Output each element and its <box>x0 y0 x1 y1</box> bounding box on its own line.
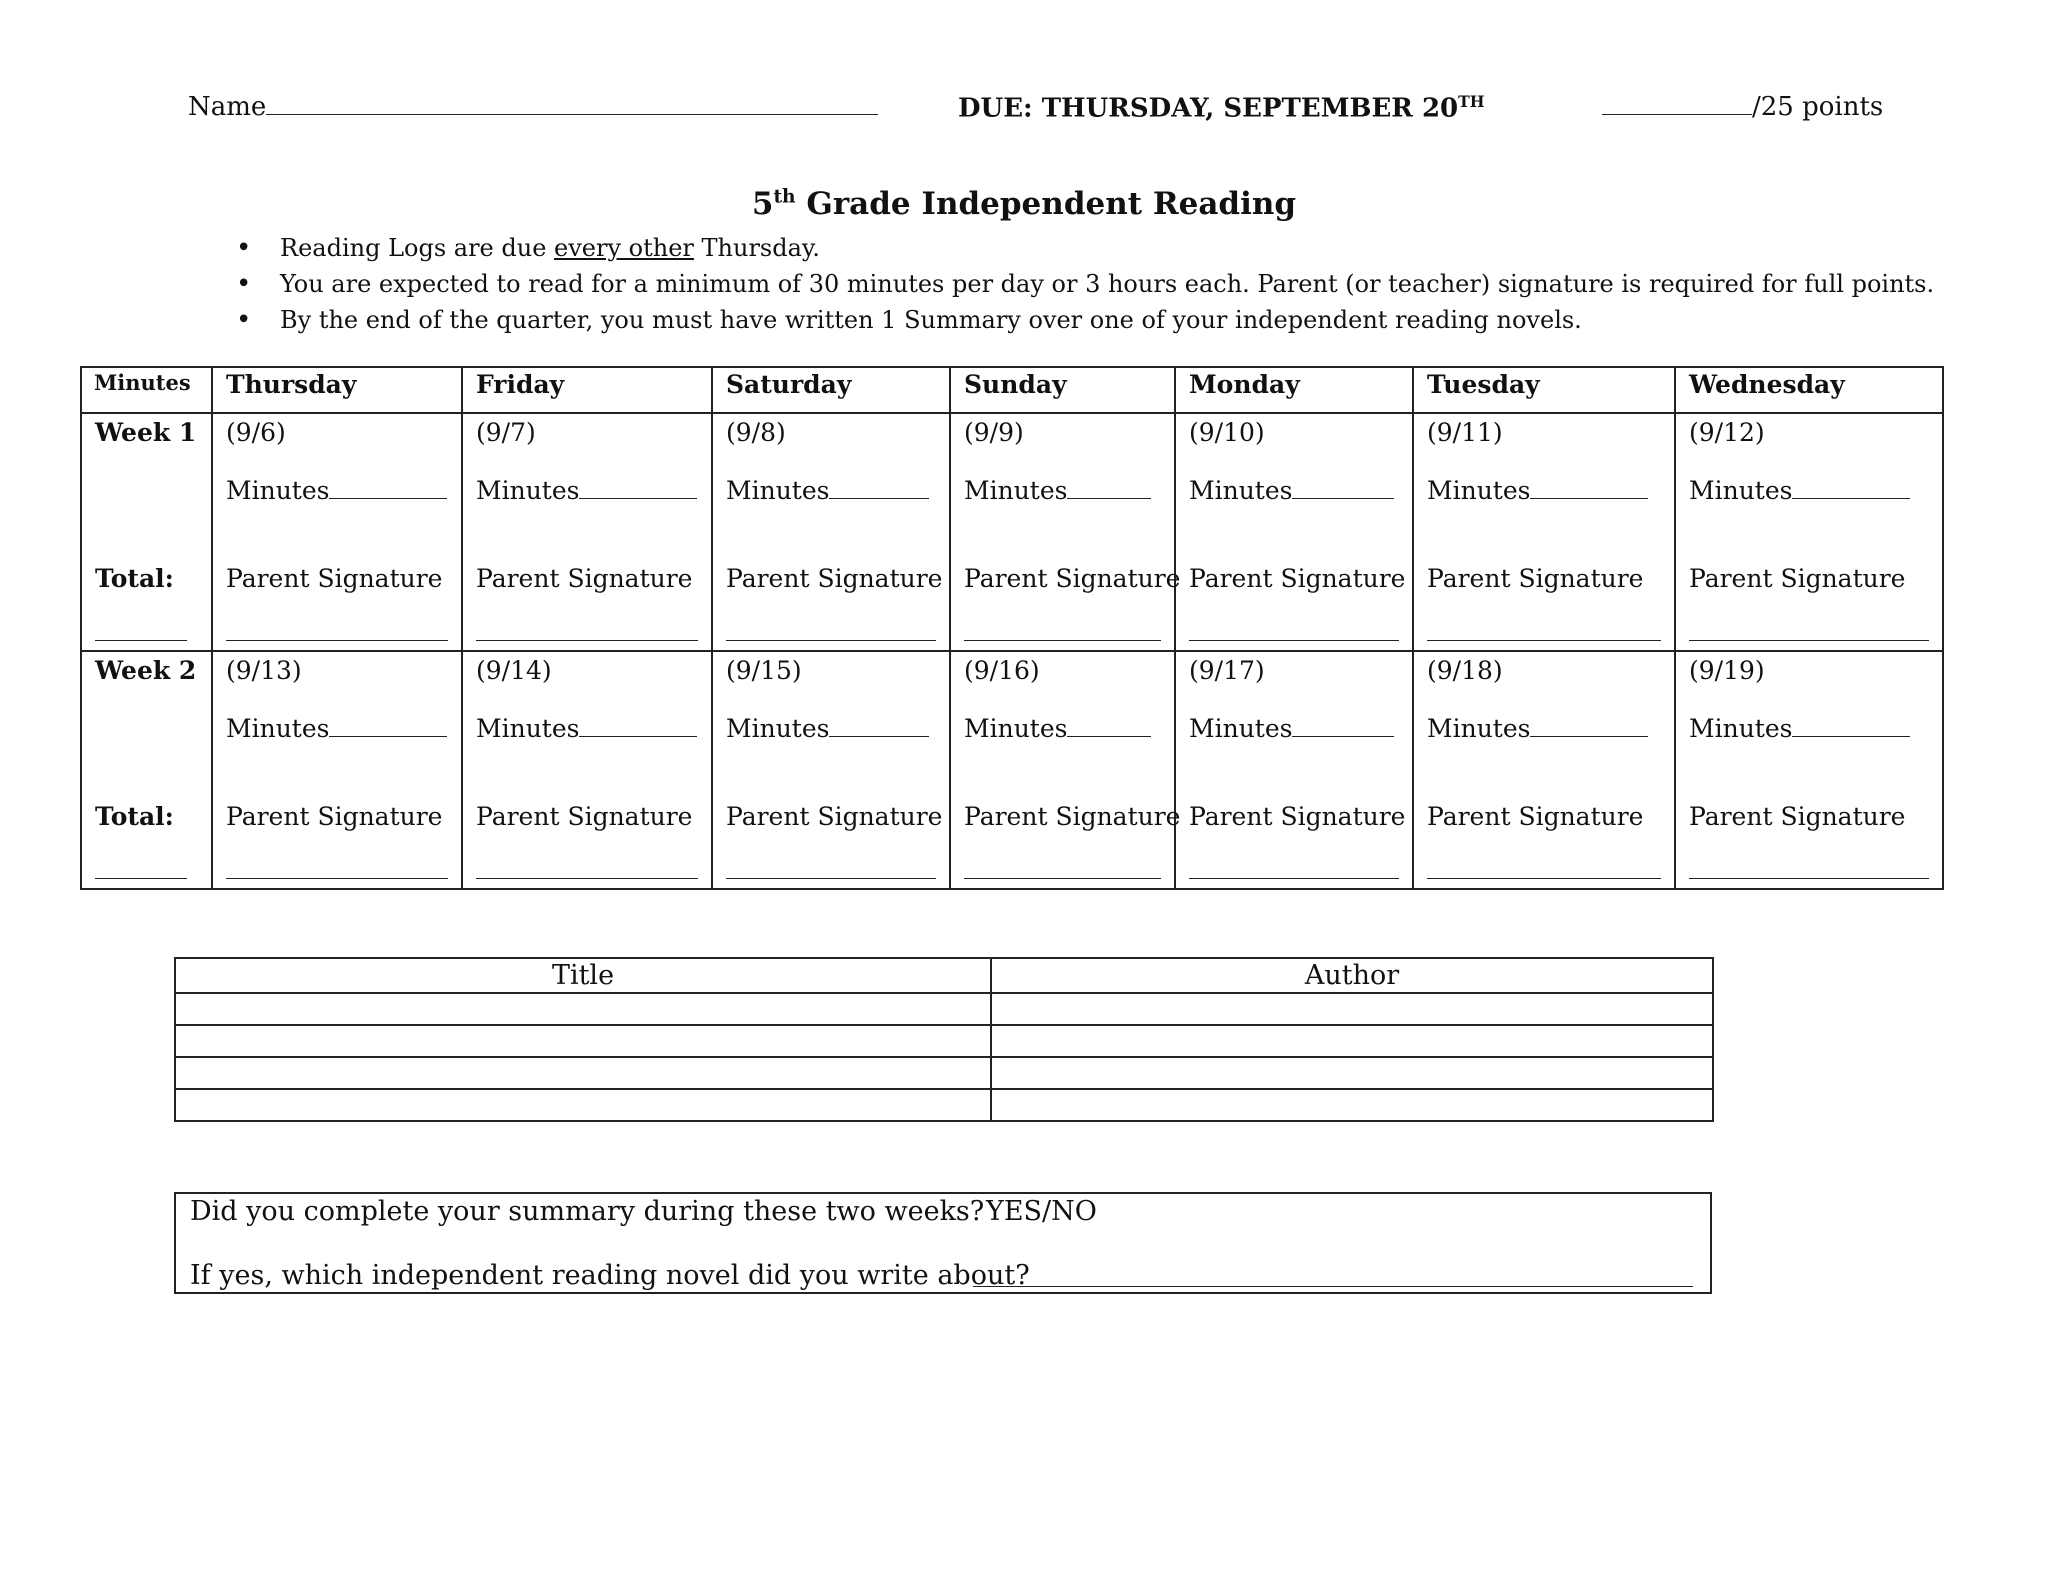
day-date: (9/18) <box>1427 656 1503 685</box>
day-date: (9/8) <box>726 418 786 447</box>
summary-yes-no[interactable]: YES/NO <box>986 1196 1097 1227</box>
signature-label: Parent Signature <box>964 564 1181 593</box>
due-label: DUE: THURSDAY, SEPTEMBER 20 <box>958 93 1459 124</box>
day-header: Sunday <box>950 367 1175 413</box>
summary-question: Did you complete your summary during these two weeks? <box>190 1196 985 1227</box>
grade-suffix: th <box>773 186 796 208</box>
signature-blank[interactable] <box>726 640 936 641</box>
week-label: Week 1 <box>95 418 197 447</box>
minutes-blank[interactable] <box>329 718 447 737</box>
books-table <box>174 957 1714 1122</box>
day-cell <box>1413 651 1675 889</box>
day-date: (9/9) <box>964 418 1024 447</box>
day-header: Tuesday <box>1413 367 1675 413</box>
minutes-label: Minutes <box>726 476 830 505</box>
minutes-blank[interactable] <box>829 480 929 499</box>
day-date: (9/7) <box>476 418 536 447</box>
signature-blank[interactable] <box>226 640 448 641</box>
minutes-field <box>226 714 447 743</box>
day-header: Thursday <box>212 367 462 413</box>
minutes-field <box>226 476 447 505</box>
reading-log-table <box>80 366 1944 890</box>
minutes-label: Minutes <box>1427 476 1531 505</box>
book-author-cell[interactable] <box>991 1089 1713 1121</box>
name-field <box>188 92 878 122</box>
title-text: Grade Independent Reading <box>795 186 1297 222</box>
total-label: Total: <box>95 564 174 593</box>
minutes-field <box>964 476 1151 505</box>
signature-blank[interactable] <box>1689 640 1929 641</box>
minutes-field <box>1427 714 1648 743</box>
signature-label: Parent Signature <box>226 564 443 593</box>
day-date: (9/14) <box>476 656 552 685</box>
minutes-label: Minutes <box>1689 476 1793 505</box>
book-row <box>175 993 1713 1025</box>
signature-label: Parent Signature <box>226 802 443 831</box>
signature-label: Parent Signature <box>1189 564 1406 593</box>
minutes-label: Minutes <box>226 476 330 505</box>
day-date: (9/12) <box>1689 418 1765 447</box>
signature-blank[interactable] <box>476 878 698 879</box>
book-author-cell[interactable] <box>991 993 1713 1025</box>
day-date: (9/19) <box>1689 656 1765 685</box>
week-row <box>81 651 1943 889</box>
title-header: Title <box>175 958 991 993</box>
minutes-label: Minutes <box>226 714 330 743</box>
grade-number: 5 <box>751 186 774 222</box>
day-cell <box>1175 651 1413 889</box>
day-date: (9/10) <box>1189 418 1265 447</box>
novel-question: If yes, which independent reading novel did you write about? <box>190 1260 1030 1291</box>
day-cell <box>212 651 462 889</box>
minutes-label: Minutes <box>964 476 1068 505</box>
minutes-field <box>964 714 1151 743</box>
signature-label: Parent Signature <box>1689 564 1906 593</box>
minutes-blank[interactable] <box>1067 718 1151 737</box>
minutes-blank[interactable] <box>1792 718 1910 737</box>
signature-blank[interactable] <box>1189 640 1399 641</box>
minutes-blank[interactable] <box>1067 480 1151 499</box>
book-row <box>175 1057 1713 1089</box>
minutes-field <box>1427 476 1648 505</box>
signature-blank[interactable] <box>1689 878 1929 879</box>
instructions-list <box>236 230 1934 338</box>
minutes-field <box>1189 476 1394 505</box>
signature-label: Parent Signature <box>1189 802 1406 831</box>
instruction-item <box>236 230 1934 266</box>
week-row <box>81 413 1943 651</box>
book-row <box>175 1089 1713 1121</box>
book-title-cell[interactable] <box>175 1057 991 1089</box>
minutes-label: Minutes <box>1427 714 1531 743</box>
day-cell <box>1675 413 1943 651</box>
minutes-blank[interactable] <box>829 718 929 737</box>
due-suffix: TH <box>1458 92 1485 111</box>
book-title-cell[interactable] <box>175 1025 991 1057</box>
minutes-label: Minutes <box>964 714 1068 743</box>
signature-label: Parent Signature <box>476 564 693 593</box>
instruction-item <box>236 266 1934 302</box>
signature-label: Parent Signature <box>1689 802 1906 831</box>
signature-label: Parent Signature <box>476 802 693 831</box>
book-title-cell[interactable] <box>175 993 991 1025</box>
day-date: (9/13) <box>226 656 302 685</box>
signature-blank[interactable] <box>1427 640 1661 641</box>
instruction-emphasis: every other <box>554 234 694 262</box>
total-blank[interactable] <box>95 640 187 641</box>
minutes-header: Minutes <box>81 367 212 413</box>
signature-blank[interactable] <box>964 640 1161 641</box>
day-cell <box>1413 413 1675 651</box>
book-author-cell[interactable] <box>991 1025 1713 1057</box>
summary-box <box>174 1192 1712 1294</box>
day-header: Wednesday <box>1675 367 1943 413</box>
minutes-label: Minutes <box>476 476 580 505</box>
signature-blank[interactable] <box>1427 878 1661 879</box>
minutes-field <box>1689 476 1910 505</box>
signature-label: Parent Signature <box>726 802 943 831</box>
day-header: Saturday <box>712 367 950 413</box>
minutes-field <box>726 476 929 505</box>
week-label: Week 2 <box>95 656 197 685</box>
day-header: Friday <box>462 367 712 413</box>
signature-blank[interactable] <box>1189 878 1399 879</box>
page-title <box>0 186 2048 222</box>
signature-label: Parent Signature <box>964 802 1181 831</box>
due-date <box>958 92 1484 124</box>
book-title-cell[interactable] <box>175 1089 991 1121</box>
instruction-text: Reading Logs are due <box>280 234 555 262</box>
instruction-item <box>236 302 1934 338</box>
day-cell <box>1675 651 1943 889</box>
day-date: (9/11) <box>1427 418 1503 447</box>
minutes-blank[interactable] <box>1530 718 1648 737</box>
minutes-label: Minutes <box>476 714 580 743</box>
minutes-label: Minutes <box>1189 476 1293 505</box>
day-cell <box>1175 413 1413 651</box>
signature-label: Parent Signature <box>1427 564 1644 593</box>
minutes-blank[interactable] <box>1292 718 1394 737</box>
minutes-field <box>1189 714 1394 743</box>
log-header-row <box>81 367 1943 413</box>
minutes-field <box>476 714 697 743</box>
day-date: (9/15) <box>726 656 802 685</box>
day-date: (9/16) <box>964 656 1040 685</box>
instruction-text: Thursday. <box>693 234 820 262</box>
name-blank[interactable] <box>266 92 878 115</box>
books-header-row <box>175 958 1713 993</box>
minutes-blank[interactable] <box>329 480 447 499</box>
day-cell <box>950 651 1181 889</box>
signature-blank[interactable] <box>726 878 936 879</box>
minutes-field <box>726 714 929 743</box>
minutes-field <box>1689 714 1910 743</box>
signature-blank[interactable] <box>964 878 1161 879</box>
day-cell <box>212 413 462 651</box>
points-blank[interactable] <box>1602 92 1752 115</box>
day-cell <box>462 413 712 651</box>
novel-answer-blank[interactable] <box>973 1286 1693 1287</box>
instruction-text: You are expected to read for a minimum of 30 minutes per day or 3 hours each. Parent (or teacher) signature is required for full points. <box>280 270 1935 298</box>
day-cell <box>950 413 1181 651</box>
points-field <box>1602 92 1883 122</box>
signature-label: Parent Signature <box>1427 802 1644 831</box>
minutes-label: Minutes <box>1689 714 1793 743</box>
week-label-cell <box>81 413 212 651</box>
minutes-blank[interactable] <box>1530 480 1648 499</box>
minutes-blank[interactable] <box>579 480 697 499</box>
minutes-blank[interactable] <box>1292 480 1394 499</box>
minutes-blank[interactable] <box>579 718 697 737</box>
points-label: /25 points <box>1752 92 1884 122</box>
instruction-text: By the end of the quarter, you must have written 1 Summary over one of your independent reading novels. <box>280 306 1582 334</box>
total-blank[interactable] <box>95 878 187 879</box>
signature-label: Parent Signature <box>726 564 943 593</box>
day-date: (9/6) <box>226 418 286 447</box>
day-cell <box>712 413 950 651</box>
day-cell <box>712 651 950 889</box>
signature-blank[interactable] <box>476 640 698 641</box>
day-date: (9/17) <box>1189 656 1265 685</box>
minutes-field <box>476 476 697 505</box>
book-row <box>175 1025 1713 1057</box>
signature-blank[interactable] <box>226 878 448 879</box>
minutes-label: Minutes <box>726 714 830 743</box>
author-header: Author <box>991 958 1713 993</box>
book-author-cell[interactable] <box>991 1057 1713 1089</box>
day-header: Monday <box>1175 367 1413 413</box>
minutes-blank[interactable] <box>1792 480 1910 499</box>
day-cell <box>462 651 712 889</box>
minutes-label: Minutes <box>1189 714 1293 743</box>
week-label-cell <box>81 651 212 889</box>
name-label: Name <box>188 92 267 122</box>
total-label: Total: <box>95 802 174 831</box>
